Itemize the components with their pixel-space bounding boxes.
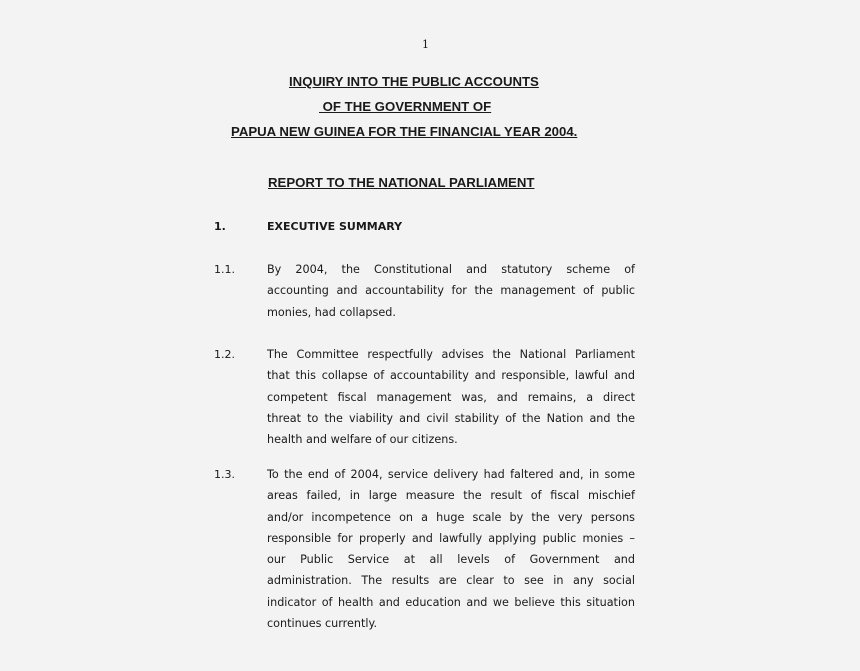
paragraph-line: areas failed, in large measure the result of fiscal mischief [267, 489, 635, 503]
paragraph-1-3 [267, 464, 635, 634]
paragraph-line: threat to the viability and civil stability of the Nation and the [267, 411, 635, 425]
title-line-2: OF THE GOVERNMENT OF [319, 99, 492, 114]
paragraph-line: responsible for properly and lawfully applying public monies – [267, 531, 635, 545]
paragraph-line: health and welfare of our citizens. [267, 433, 458, 447]
paragraph-line: To the end of 2004, service delivery had faltered and, in some [267, 468, 635, 481]
paragraph-line: indicator of health and education and we believe this situation [267, 595, 635, 609]
paragraph-line: administration. The results are clear to see in any social [267, 574, 635, 588]
paragraph-line: monies, had collapsed. [267, 305, 396, 319]
report-heading: REPORT TO THE NATIONAL PARLIAMENT [268, 175, 535, 190]
paragraph-line: and/or incompetence on a huge scale by the very persons [267, 510, 635, 524]
paragraph-line: By 2004, the Constitutional and statutory scheme of [267, 263, 635, 276]
section-title: EXECUTIVE SUMMARY [267, 220, 403, 233]
title-line-1: INQUIRY INTO THE PUBLIC ACCOUNTS [289, 74, 539, 89]
paragraph-number: 1.3. [214, 468, 235, 481]
paragraph-line: The Committee respectfully advises the National Parliament [267, 348, 635, 361]
paragraph-1-2 [267, 344, 635, 450]
page-number: 1 [422, 38, 429, 51]
paragraph-line: continues currently. [267, 617, 378, 631]
paragraph-line: accounting and accountability for the management of public [267, 284, 635, 298]
paragraph-1-1 [267, 259, 635, 323]
title-line-3: PAPUA NEW GUINEA FOR THE FINANCIAL YEAR 2004. [231, 124, 578, 139]
paragraph-line: that this collapse of accountability and responsible, lawful and [267, 369, 635, 383]
paragraph-line: our Public Service at all levels of Government and [267, 553, 635, 567]
paragraph-line: competent fiscal management was, and remains, a direct [267, 390, 635, 404]
paragraph-number: 1.2. [214, 348, 235, 361]
paragraph-number: 1.1. [214, 263, 235, 276]
section-number: 1. [214, 220, 226, 233]
